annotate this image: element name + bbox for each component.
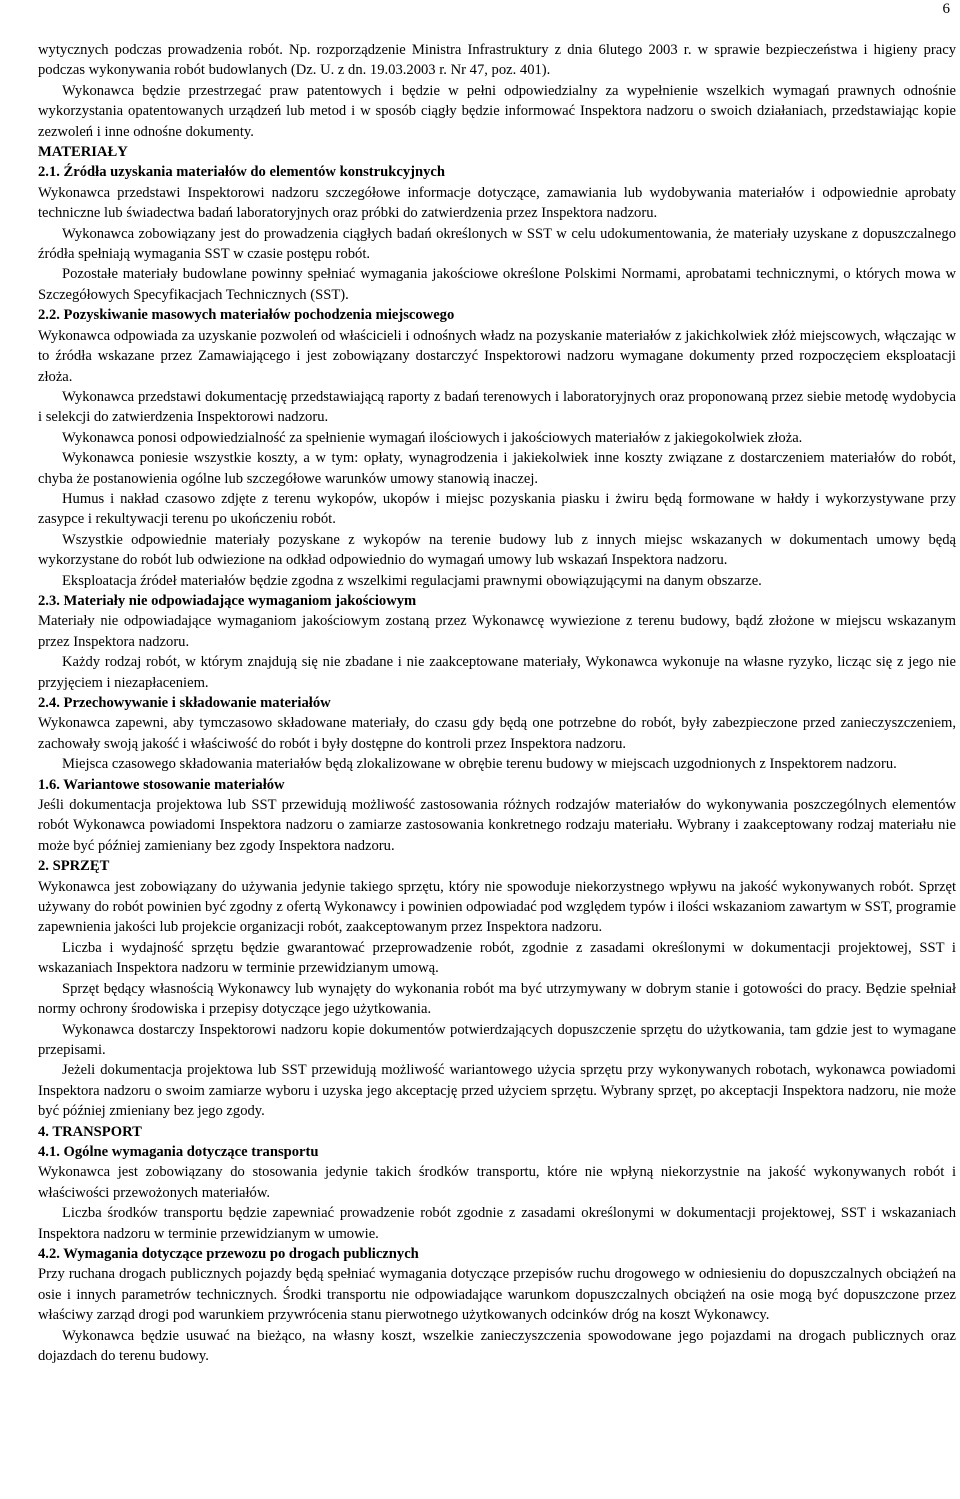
paragraph: Wykonawca poniesie wszystkie koszty, a w tym: opłaty, wynagrodzenia i jakiekolwiek inne koszty związane z dostarczeniem materiałów do robót, chyba że postanowienia ogólne lub szczegółowe warunków umowy stanowią inaczej. (38, 450, 956, 487)
section-heading: 2.1. Źródła uzyskania materiałów do elementów konstrukcyjnych (38, 164, 446, 181)
paragraph: Wykonawca ponosi odpowiedzialność za spełnienie wymagań ilościowych i jakościowych materiałów z jakiegokolwiek złoża. (62, 429, 803, 446)
paragraph: Wykonawca dostarczy Inspektorowi nadzoru kopie dokumentów potwierdzających dopuszczenie sprzętu do użytkowania, tam gdzie jest to wymagane przepisami. (38, 1021, 956, 1058)
section-heading: 2.2. Pozyskiwanie masowych materiałów pochodzenia miejscowego (38, 307, 455, 324)
section-heading: 4. TRANSPORT (38, 1123, 142, 1140)
paragraph: Wykonawca będzie przestrzegać praw patentowych i będzie w pełni odpowiedzialny za wypełnienie wszelkich wymagań prawnych odnośnie wykorzystania opatentowanych urządzeń lub metod i w sposób ciągły będzie informować Inspektora nadzoru o swoich działaniach, przedstawiając kopie zezwoleń i inne odnośne dokumenty. (38, 82, 956, 140)
page-number: 6 (942, 1, 950, 17)
section-heading: 2.3. Materiały nie odpowiadające wymaganiom jakościowym (38, 592, 417, 609)
paragraph: Wykonawca jest zobowiązany do stosowania jedynie takich środków transportu, które nie wpłyną niekorzystnie na jakość wykonywanych robót i właściwości przewożonych materiałów. (38, 1164, 956, 1201)
paragraph: Wszystkie odpowiednie materiały pozyskane z wykopów na terenie budowy lub z innych miejsc wskazanych w dokumentach umowy będą wykorzystane do robót lub odwiezione na odkład odpowiednio do wymagań umowy lub wskazań Inspektora nadzoru. (38, 531, 956, 569)
paragraph: Liczba środków transportu będzie zapewniać prowadzenie robót zgodnie z zasadami określonymi w dokumentacji projektowej, SST i wskazaniach Inspektora nadzoru w terminie przewidzianym w umowie. (38, 1205, 956, 1242)
paragraph: Pozostałe materiały budowlane powinny spełniać wymagania jakościowe określone Polskimi Normami, aprobatami technicznymi, o których mowa w Szczegółowych Specyfikacjach Technicznych (SST). (38, 266, 956, 303)
paragraph: Wykonawca zobowiązany jest do prowadzenia ciągłych badań określonych w SST w celu udokumentowania, że materiały uzyskane z dopuszczalnego źródła spełniają wymagania SST w czasie postępu robót. (38, 225, 956, 263)
paragraph: Jeśli dokumentacja projektowa lub SST przewidują możliwość zastosowania różnych rodzajów materiałów do wykonywania poszczególnych elementów robót Wykonawca powiadomi Inspektora nadzoru o zamiarze zastosowania konkretnego rodzaju materiału. Wybrany i zaakceptowany rodzaj materiału nie może być później zamieniany bez zgody Inspektora nadzoru. (38, 797, 956, 854)
section-heading: 2. SPRZĘT (38, 858, 110, 875)
paragraph: wytycznych podczas prowadzenia robót. Np. rozporządzenie Ministra Infrastruktury z dnia 6lutego 2003 r. w sprawie bezpieczeństwa i higieny pracy podczas wykonywania robót budowlanych (Dz. U. z dn. 19.03.2003 r. Nr 47, poz. 401). (38, 42, 956, 79)
paragraph: Jeżeli dokumentacja projektowa lub SST przewidują możliwość wariantowego użycia sprzętu przy wykonywanych robotach, wykonawca powiadomi Inspektora nadzoru o swoim zamiarze wyboru i uzyska jego akceptację przed użyciem sprzętu. Wybrany sprzęt, po akceptacji Inspektora nadzoru, nie może być później zmieniany bez jego zgody. (38, 1062, 956, 1120)
section-heading: 2.4. Przechowywanie i składowanie materiałów (38, 695, 331, 711)
paragraph: Wykonawca zapewni, aby tymczasowo składowane materiały, do czasu gdy będą one potrzebne do robót, były zabezpieczone przed zanieczyszczeniem, zachowały swoją jakość i właściwość do robót i były dostępne do kontroli przez Inspektora nadzoru. (38, 715, 956, 752)
paragraph: Wykonawca odpowiada za uzyskanie pozwoleń od właścicieli i odnośnych władz na pozyskanie materiałów z jakichkolwiek złóż miejscowych, włączając w to źródła wskazane przez Zamawiającego i jest zobowiązany dostarczyć Inspektorowi nadzoru wymagane dokumenty przed rozpoczęciem eksploatacji złoża. (38, 327, 956, 385)
paragraph: Sprzęt będący własnością Wykonawcy lub wynajęty do wykonania robót ma być utrzymywany w dobrym stanie i gotowości do pracy. Będzie spełniał normy ochrony środowiska i przepisy dotyczące jego użytkowania. (38, 980, 956, 1018)
document-body (38, 40, 956, 1366)
section-heading: 4.1. Ogólne wymagania dotyczące transportu (38, 1143, 319, 1160)
paragraph: Każdy rodzaj robót, w którym znajdują się nie zbadane i nie zaakceptowane materiały, Wykonawca wykonuje na własne ryzyko, licząc się z jego nie przyjęciem i niezapłaceniem. (38, 654, 956, 691)
paragraph: Liczba i wydajność sprzętu będzie gwarantować przeprowadzenie robót, zgodnie z zasadami określonymi w dokumentacji projektowej, SST i wskazaniach Inspektora nadzoru w terminie przewidzianym umową. (38, 939, 956, 977)
section-heading: MATERIAŁY (38, 144, 128, 161)
paragraph: Wykonawca będzie usuwać na bieżąco, na własny koszt, wszelkie zanieczyszczenia spowodowane jego pojazdami na drogach publicznych oraz dojazdach do terenu budowy. (38, 1327, 956, 1364)
paragraph: Wykonawca przedstawi Inspektorowi nadzoru szczegółowe informacje dotyczące, zamawiania lub wydobywania materiałów i odpowiednie aprobaty techniczne lub świadectwa badań laboratoryjnych oraz próbki do zatwierdzenia przez Inspektora nadzoru. (38, 184, 956, 222)
paragraph: Przy ruchana drogach publicznych pojazdy będą spełniać wymagania dotyczące przepisów ruchu drogowego w odniesieniu do dopuszczalnych obciążeń na osie i innych parametrów technicznych. Środki transportu nie odpowiadające warunkom dopuszczalnych obciążeń na osie mogą być dopuszczone przez właściwy zarząd drogi pod warunkiem przywrócenia stanu pierwotnego użytkowanych odcinków dróg na koszt Wykonawcy. (38, 1266, 956, 1324)
section-heading: 1.6. Wariantowe stosowanie materiałów (38, 776, 285, 793)
section-heading: 4.2. Wymagania dotyczące przewozu po drogach publicznych (38, 1245, 419, 1262)
paragraph: Materiały nie odpowiadające wymaganiom jakościowym zostaną przez Wykonawcę wywiezione z terenu budowy, bądź złożone w miejscu wskazanym przez Inspektora nadzoru. (38, 613, 956, 650)
paragraph: Humus i nakład czasowo zdjęte z terenu wykopów, ukopów i miejsc pozyskania piasku i żwiru będą formowane w hałdy i wykorzystywane przy zasypce i rekultywacji terenu po ukończeniu robót. (38, 490, 956, 528)
paragraph: Wykonawca jest zobowiązany do używania jedynie takiego sprzętu, który nie spowoduje niekorzystnego wpływu na jakość wykonywanych robót. Sprzęt używany do robót powinien być zgodny z ofertą Wykonawcy i powinien odpowiadać pod względem typów i ilości wskazaniom zawartym w SST, programie zapewnienia jakości lub projekcie organizacji robót, zaakceptowanym przez Inspektora nadzoru. (38, 878, 956, 936)
paragraph: Wykonawca przedstawi dokumentację przedstawiającą raporty z badań terenowych i laboratoryjnych oraz proponowaną przez siebie metodę wydobycia i selekcji do zatwierdzenia Inspektorowi nadzoru. (38, 388, 956, 426)
paragraph: Eksploatacja źródeł materiałów będzie zgodna z wszelkimi regulacjami prawnymi obowiązującymi na danym obszarze. (62, 572, 762, 589)
paragraph: Miejsca czasowego składowania materiałów będą zlokalizowane w obrębie terenu budowy w miejscach uzgodnionych z Inspektorem nadzoru. (62, 756, 897, 773)
